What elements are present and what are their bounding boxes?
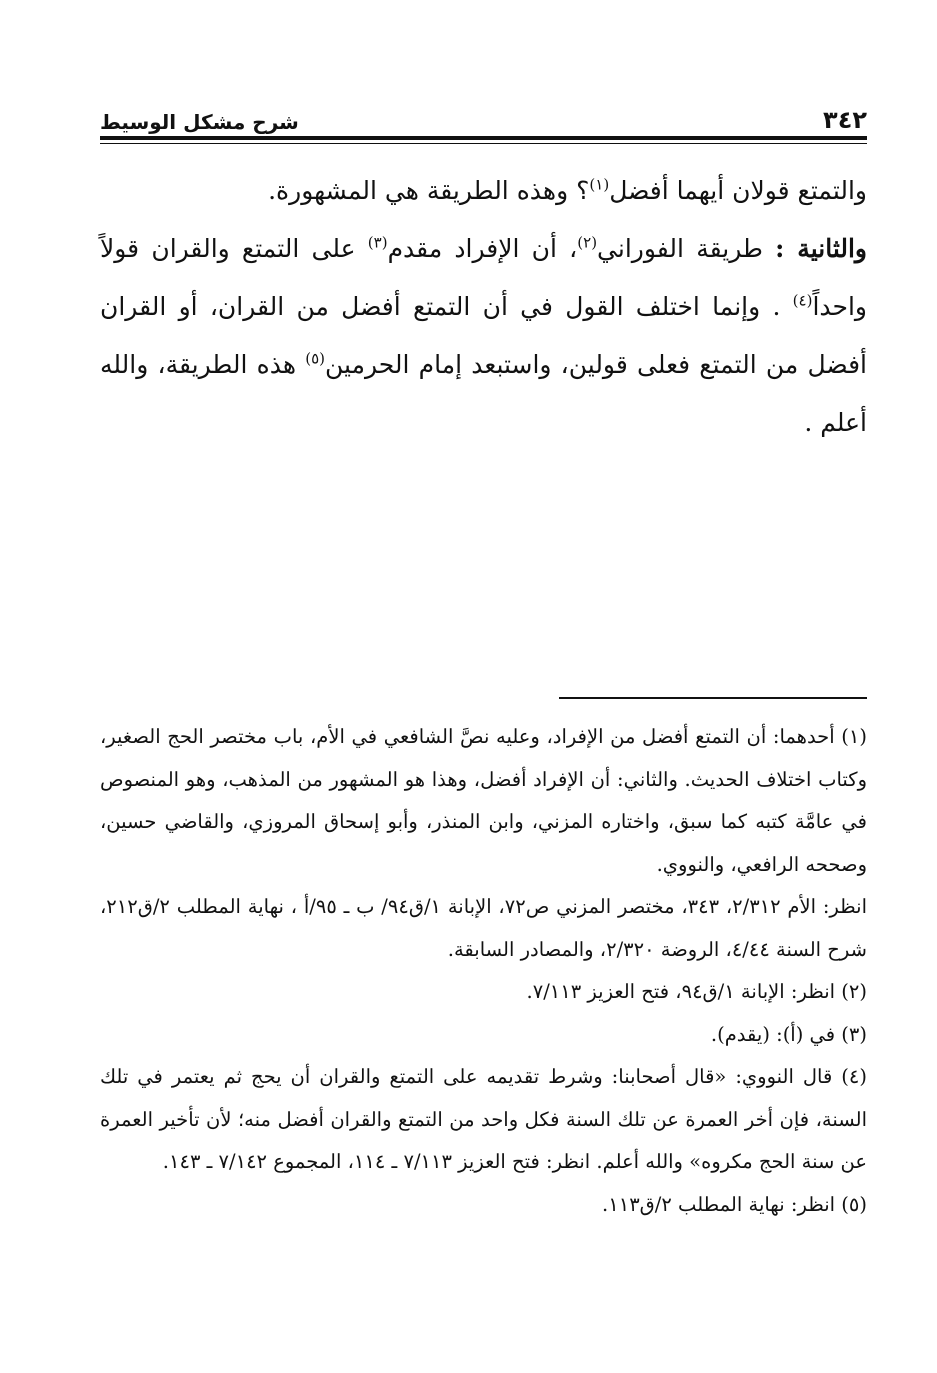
footnote-5: (٥) انظر: نهاية المطلب ٢/ق١١٣.	[602, 1192, 867, 1216]
footnote-ref-2[interactable]: (٢)	[577, 233, 598, 252]
main-text	[100, 162, 867, 452]
footnote-1-references: انظر: الأم ٢/٣١٢، ٣٤٣، مختصر المزني ص٧٢، الإبانة ١/ق٩٤/ ب ـ ٩٥/أ ، نهاية المطلب ٢/ق٢١٢، شرح السنة ٤/٤٤، الروضة ٢/٣٢٠، والمصادر السابقة.	[100, 895, 868, 961]
text-run: ؟ وهذه الطريقة هي المشهورة.	[268, 176, 590, 205]
paragraph-lead: والثانية :	[775, 234, 868, 263]
footnote-3: (٣) في (أ): (يقدم).	[710, 1022, 867, 1046]
footnote-separator	[559, 697, 867, 699]
book-title: شرح مشكل الوسيط	[100, 110, 299, 134]
text-run: طريقة الفوراني	[597, 234, 776, 263]
footnote-ref-5[interactable]: (٥)	[305, 349, 325, 368]
paragraph-second	[100, 220, 867, 452]
header-rule-thick	[100, 136, 867, 140]
running-header	[100, 98, 867, 132]
footnotes	[100, 716, 867, 1226]
footnote-1: (١) أحدهما: أن التمتع أفضل من الإفراد، وعليه نصَّ الشافعي في الأم، باب مختصر الحج الصغير، وكتاب اختلاف الحديث. والثاني: أن الإفراد أفضل، وهذا هو المشهور من المذهب، وهو المنصوص في عامَّة كتبه كما سبق، واختاره المزني، وابن المنذر، وأبو إسحاق المروزي، والقاضي حسين، وصححه الرافعي، والنووي.	[100, 725, 867, 876]
text-run: . وإنما اختلف القول في أن التمتع أفضل من القران، أو القران أفضل من التمتع فعلى قولين، واستبعد إمام الحرمين	[100, 292, 867, 379]
text-run: ، أن الإفراد مقدم	[387, 234, 578, 263]
footnote-ref-3[interactable]: (٣)	[367, 233, 388, 252]
paragraph-first	[100, 162, 867, 220]
page-number: ٣٤٢	[823, 106, 867, 134]
text-run: هذه الطريقة، والله أعلم .	[100, 350, 867, 437]
footnote-ref-4[interactable]: (٤)	[792, 291, 813, 310]
footnote-4: (٤) قال النووي: «قال أصحابنا: وشرط تقديمه على التمتع والقران أن يحج ثم يعتمر في تلك السنة، فإن أخر العمرة عن تلك السنة فكل واحد من التمتع والقران أفضل منه؛ لأن تأخير العمرة عن سنة الحج مكروه» والله أعلم. انظر: فتح العزيز ٧/١١٣ ـ ١١٤، المجموع ٧/١٤٢ ـ ١٤٣.	[100, 1065, 867, 1173]
footnote-ref-1[interactable]: (١)	[589, 175, 610, 194]
text-run: والتمتع قولان أيهما أفضل	[609, 176, 867, 205]
footnote-2: (٢) انظر: الإبانة ١/ق٩٤، فتح العزيز ٧/١١٣.	[526, 980, 867, 1003]
header-rule-thin	[100, 143, 867, 144]
text-run: على التمتع والقران قولاً واحداً	[100, 234, 867, 321]
